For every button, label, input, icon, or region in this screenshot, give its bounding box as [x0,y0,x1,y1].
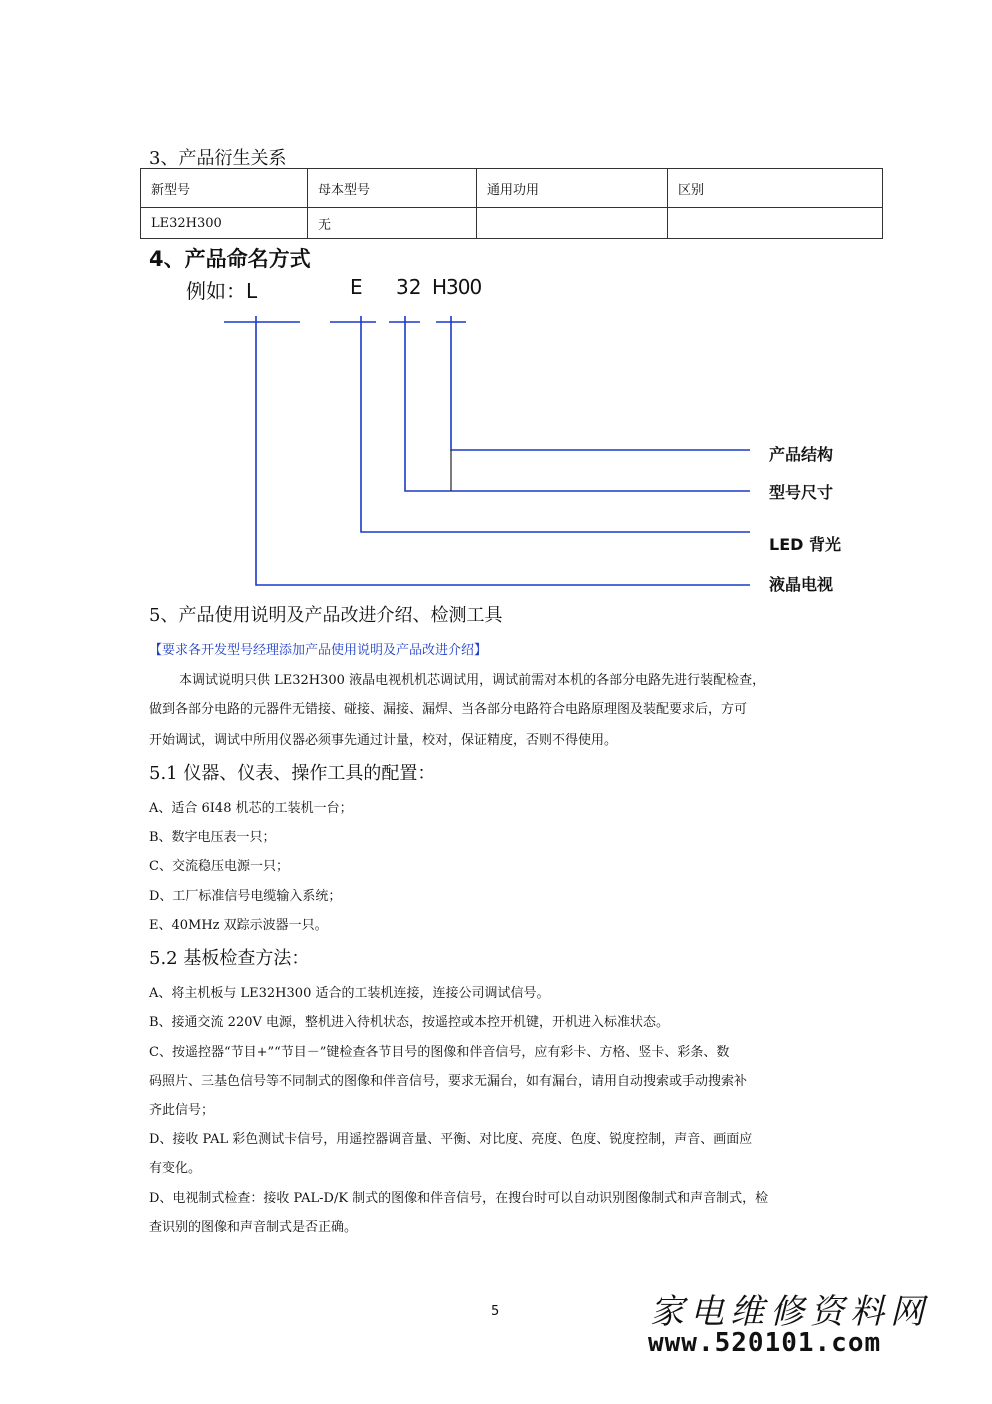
list-item: A、将主机板与 LE32H300 适合的工装机连接，连接公司调试信号。 [149,986,550,1001]
label-lcd: 液晶电视 [769,575,834,594]
naming-diagram [0,0,992,620]
paragraph-line: 做到各部分电路的元器件无错接、碰接、漏接、漏焊、当各部分电路符合电路原理图及装配要求后，方可 [149,702,748,717]
section5-title: 5、产品使用说明及产品改进介绍、检测工具 [149,605,503,626]
instruction-note: 【要求各开发型号经理添加产品使用说明及产品改进介绍】 [149,643,488,658]
naming-part-32: 32 [396,275,422,299]
list-item: 查识别的图像和声音制式是否正确。 [149,1220,358,1235]
connector-size [405,316,750,491]
paragraph-line: 本调试说明只供 LE32H300 液晶电视机机芯调试用，调试前需对本机的各部分电路先进行装配检查， [179,673,766,688]
section52-title: 5.2 基板检查方法： [149,948,310,969]
table-header-cell: 区别 [668,169,883,208]
list-item: A、适合 6I48 机芯的工装机一台； [149,801,353,816]
naming-part-h300: H300 [432,275,482,299]
section4-title: 4、产品命名方式 [149,247,311,271]
table-cell: LE32H300 [141,208,308,239]
list-item: B、接通交流 220V 电源，整机进入待机状态，按遥控或本控开机键，开机进入标准状态。 [149,1015,670,1030]
list-item: 齐此信号； [149,1103,215,1118]
label-led: LED 背光 [769,535,841,554]
label-size: 型号尺寸 [769,483,834,502]
list-item: E、40MHz 双踪示波器一只。 [149,918,328,933]
table-cell: 无 [308,208,477,239]
list-item: 码照片、三基色信号等不同制式的图像和伴音信号，要求无漏台，如有漏台，请用自动搜索或手动搜索补 [149,1074,748,1089]
naming-example-label: 例如：L [186,279,258,303]
table-header-cell: 母本型号 [308,169,477,208]
list-item: D、工厂标准信号电缆输入系统； [149,889,342,904]
list-item: D、电视制式检查：接收 PAL-D/K 制式的图像和伴音信号，在搜台时可以自动识别图像制式和声音制式，检 [149,1191,769,1206]
naming-part-e: E [350,275,363,299]
page-number: 5 [491,1304,500,1319]
watermark-title: 家电维修资料网 [650,1292,930,1332]
paragraph-line: 开始调试，调试中所用仪器必须事先通过计量，校对，保证精度，否则不得使用。 [149,733,618,748]
section51-title: 5.1 仪器、仪表、操作工具的配置： [149,763,436,784]
section3-title: 3、产品衍生关系 [149,148,287,169]
label-structure: 产品结构 [769,445,834,464]
connector-led [361,316,750,532]
connector-structure [451,316,750,450]
table-header-cell: 新型号 [141,169,308,208]
list-item: 有变化。 [149,1161,202,1176]
list-item: C、按遥控器“节目+”“节目－”键检查各节目号的图像和伴音信号，应有彩卡、方格、竖卡、彩条、数 [149,1045,730,1060]
list-item: C、交流稳压电源一只； [149,859,289,874]
list-item: B、数字电压表一只； [149,830,276,845]
list-item: D、接收 PAL 彩色测试卡信号，用遥控器调音量、平衡、对比度、亮度、色度、锐度控制，声音、画面应 [149,1132,753,1147]
watermark-url: www.520101.com [648,1328,882,1358]
table-header-cell: 通用功用 [477,169,668,208]
